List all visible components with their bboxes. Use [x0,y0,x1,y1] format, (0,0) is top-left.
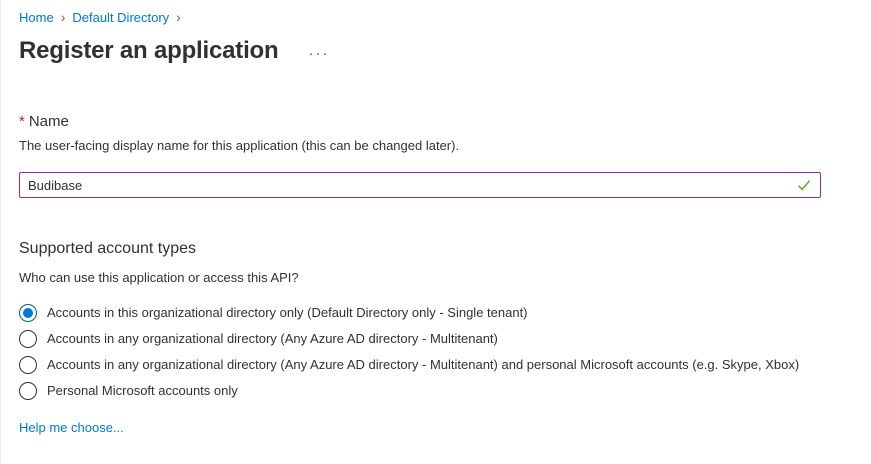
radio-label: Accounts in any organizational directory (Any Azure AD directory - Multitenant) [47,331,498,346]
name-input[interactable] [19,172,821,198]
page-title: Register an application [19,37,279,64]
help-me-choose-link[interactable]: Help me choose... [19,420,124,435]
account-type-radio-group [19,300,853,404]
breadcrumb-chevron-icon: › [176,9,181,25]
radio-label: Accounts in this organizational directory only (Default Directory only - Single tenant) [47,305,528,320]
name-input-wrap [19,172,821,198]
name-description: The user-facing display name for this application (this can be changed later). [19,138,460,153]
breadcrumb [19,10,853,26]
radio-option-personal-only[interactable] [19,378,853,404]
breadcrumb-chevron-icon: › [60,9,66,25]
more-options-button[interactable]: ··· [304,47,333,61]
breadcrumb-directory-link[interactable]: Default Directory [72,10,170,25]
register-application-page [1,0,871,464]
account-types-question: Who can use this application or access this API? [19,270,299,285]
breadcrumb-home-link[interactable]: Home [19,10,54,25]
name-field-label [19,112,853,132]
required-asterisk: * [19,113,25,130]
radio-option-multitenant[interactable] [19,326,853,352]
radio-button-icon [19,382,37,400]
radio-button-icon [19,356,37,374]
supported-account-types-title: Supported account types [19,240,197,257]
title-row [19,36,853,66]
radio-option-multitenant-personal[interactable] [19,352,853,378]
name-label-text: Name [28,113,69,130]
supported-account-types-section [19,238,853,437]
radio-button-icon [19,304,37,322]
radio-button-icon [19,330,37,348]
radio-option-single-tenant[interactable] [19,300,853,326]
radio-label: Accounts in any organizational directory (Any Azure AD directory - Multitenant) and personal Microsoft accounts (e.g. Skype, Xbox) [47,357,800,372]
radio-label: Personal Microsoft accounts only [47,383,238,398]
name-section [19,112,853,198]
